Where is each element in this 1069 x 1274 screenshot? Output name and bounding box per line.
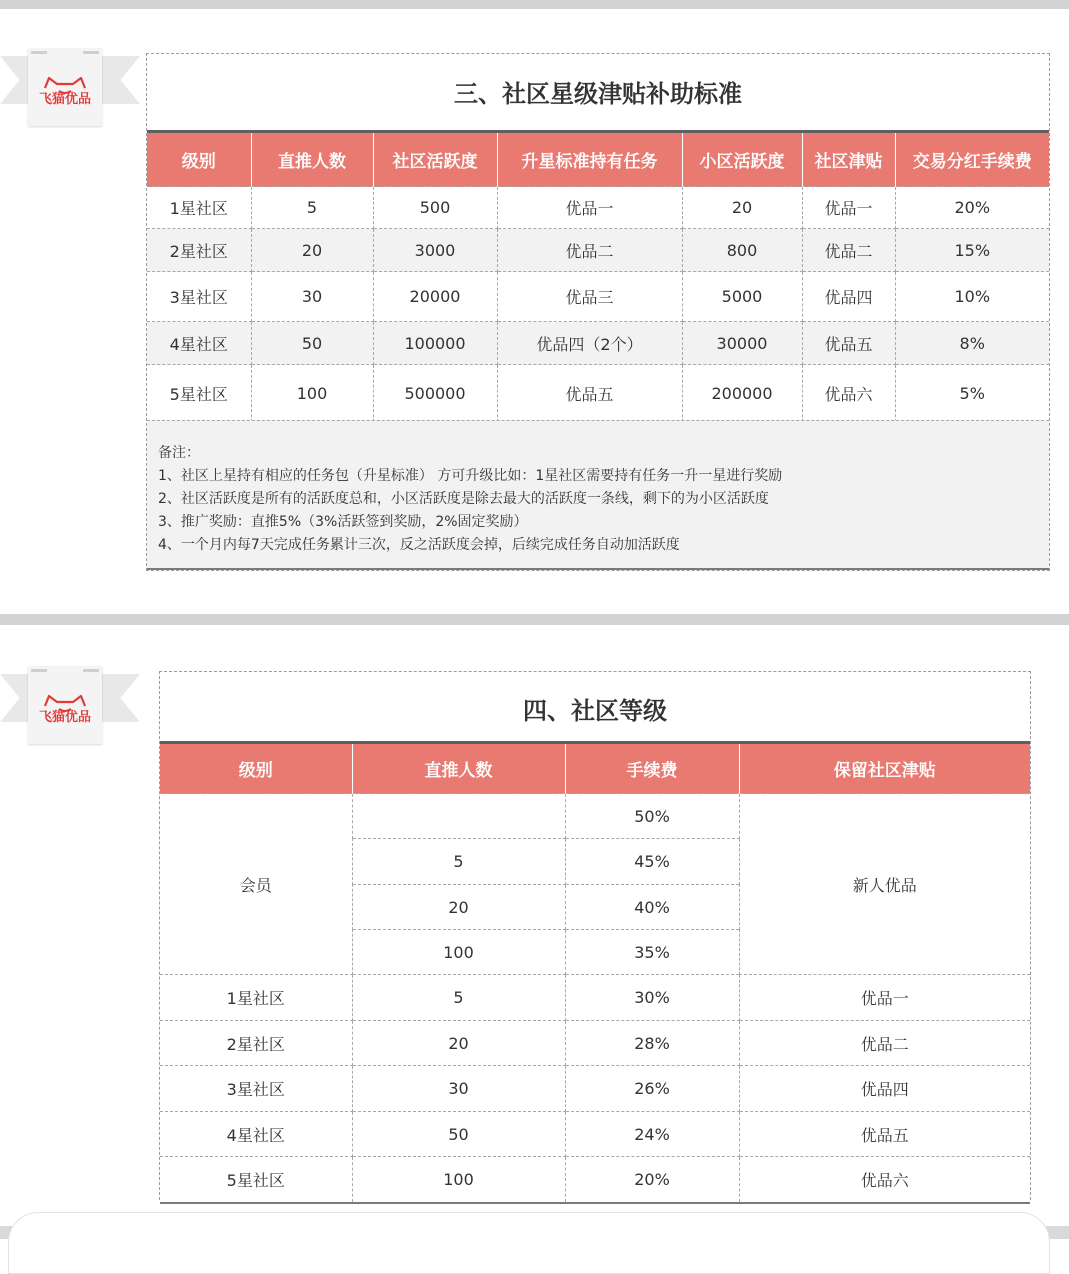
table-row bbox=[160, 794, 1030, 839]
table-cell: 优品一 bbox=[497, 187, 682, 229]
col-header: 级别 bbox=[160, 743, 352, 794]
table-cell: 优品四（2个） bbox=[497, 322, 682, 365]
table-cell: 2星社区 bbox=[147, 229, 251, 272]
section-title: 四、社区等级 bbox=[523, 697, 667, 725]
table-cell: 5星社区 bbox=[147, 365, 251, 422]
table-cell: 8% bbox=[895, 322, 1049, 365]
table-cell: 5% bbox=[895, 365, 1049, 422]
section-divider bbox=[0, 614, 1069, 625]
table-cell: 24% bbox=[565, 1112, 739, 1157]
table-cell: 3星社区 bbox=[160, 1066, 352, 1112]
col-header: 升星标准持有任务 bbox=[497, 132, 682, 187]
table-row bbox=[147, 187, 1049, 229]
table-cell: 5星社区 bbox=[160, 1157, 352, 1203]
table-cell: 优品六 bbox=[802, 365, 895, 422]
table-cell: 优品五 bbox=[802, 322, 895, 365]
logo-text: 飞猫优品 bbox=[38, 92, 91, 107]
table-row bbox=[160, 1112, 1030, 1157]
logo-ribbon bbox=[0, 666, 140, 744]
table-cell: 5 bbox=[251, 187, 373, 229]
table-cell: 5 bbox=[352, 839, 565, 885]
table-cell: 4星社区 bbox=[160, 1112, 352, 1157]
logo-tag bbox=[28, 666, 102, 744]
table-row bbox=[160, 1066, 1030, 1112]
table-cell: 优品四 bbox=[739, 1066, 1030, 1112]
logo-ribbon bbox=[0, 48, 140, 126]
table-cell: 100 bbox=[251, 365, 373, 422]
col-header: 保留社区津贴 bbox=[739, 743, 1030, 794]
table-cell: 优品一 bbox=[739, 975, 1030, 1021]
table-cell: 20 bbox=[682, 187, 802, 229]
top-divider bbox=[0, 0, 1069, 9]
table-row bbox=[147, 229, 1049, 272]
col-header: 手续费 bbox=[565, 743, 739, 794]
community-level-table bbox=[160, 741, 1030, 1204]
note-item: 1、社区上星持有相应的任务包（升星标准） 方可升级比如：1星社区需要持有任务一升一星进行奖励 bbox=[158, 468, 783, 484]
table-cell: 3000 bbox=[373, 229, 497, 272]
col-header: 社区活跃度 bbox=[373, 132, 497, 187]
table-cell: 100000 bbox=[373, 322, 497, 365]
table-cell: 优品二 bbox=[802, 229, 895, 272]
table-cell: 26% bbox=[565, 1066, 739, 1112]
table-cell: 30 bbox=[251, 272, 373, 322]
table-row bbox=[147, 322, 1049, 365]
table-cell: 20% bbox=[565, 1157, 739, 1203]
col-header: 社区津贴 bbox=[802, 132, 895, 187]
table-cell: 优品四 bbox=[802, 272, 895, 322]
table-cell: 35% bbox=[565, 930, 739, 975]
table-cell bbox=[352, 794, 565, 839]
table-row bbox=[160, 1021, 1030, 1066]
table-row bbox=[160, 1157, 1030, 1203]
table-cell: 30000 bbox=[682, 322, 802, 365]
table-cell: 优品三 bbox=[497, 272, 682, 322]
table-cell: 5 bbox=[352, 975, 565, 1021]
table-cell: 优品六 bbox=[739, 1157, 1030, 1203]
note-item: 2、社区活跃度是所有的活跃度总和，小区活跃度是除去最大的活跃度一条线，剩下的为小区活跃度 bbox=[158, 491, 769, 507]
table-cell: 会员 bbox=[160, 794, 352, 975]
col-header: 直推人数 bbox=[251, 132, 373, 187]
table-row bbox=[160, 975, 1030, 1021]
table-cell: 5000 bbox=[682, 272, 802, 322]
subsidy-standard-panel bbox=[146, 53, 1050, 571]
table-cell: 50 bbox=[352, 1112, 565, 1157]
table-cell: 1星社区 bbox=[147, 187, 251, 229]
table-cell: 50 bbox=[251, 322, 373, 365]
table-cell: 优品二 bbox=[739, 1021, 1030, 1066]
community-level-panel bbox=[159, 671, 1031, 1200]
table-cell: 新人优品 bbox=[739, 794, 1030, 975]
table-cell: 4星社区 bbox=[147, 322, 251, 365]
table-cell: 100 bbox=[352, 1157, 565, 1203]
logo-tag bbox=[28, 48, 102, 126]
table-cell: 30% bbox=[565, 975, 739, 1021]
table-cell: 30 bbox=[352, 1066, 565, 1112]
table-cell: 优品五 bbox=[739, 1112, 1030, 1157]
table-row bbox=[147, 272, 1049, 322]
table-row bbox=[147, 365, 1049, 422]
table-cell: 40% bbox=[565, 885, 739, 930]
table-cell: 500000 bbox=[373, 365, 497, 422]
table-cell: 200000 bbox=[682, 365, 802, 422]
col-header: 直推人数 bbox=[352, 743, 565, 794]
col-header: 小区活跃度 bbox=[682, 132, 802, 187]
note-item: 4、一个月内每7天完成任务累计三次，反之活跃度会掉，后续完成任务自动加活跃度 bbox=[158, 537, 680, 553]
table-header-row bbox=[147, 132, 1049, 187]
table-cell: 优品一 bbox=[802, 187, 895, 229]
table-cell: 1星社区 bbox=[160, 975, 352, 1021]
table-cell: 800 bbox=[682, 229, 802, 272]
section-title: 三、社区星级津贴补助标准 bbox=[454, 80, 742, 108]
col-header: 交易分红手续费 bbox=[895, 132, 1049, 187]
table-cell: 20 bbox=[352, 1021, 565, 1066]
logo-text: 飞猫优品 bbox=[38, 710, 91, 725]
col-header: 级别 bbox=[147, 132, 251, 187]
table-cell: 3星社区 bbox=[147, 272, 251, 322]
bottom-card bbox=[8, 1212, 1050, 1274]
table-cell: 28% bbox=[565, 1021, 739, 1066]
table-cell: 2星社区 bbox=[160, 1021, 352, 1066]
table-cell: 20% bbox=[895, 187, 1049, 229]
table-cell: 15% bbox=[895, 229, 1049, 272]
table-cell: 500 bbox=[373, 187, 497, 229]
notes-block bbox=[147, 420, 1049, 570]
subsidy-table bbox=[147, 130, 1049, 422]
table-cell: 50% bbox=[565, 794, 739, 839]
table-cell: 20 bbox=[251, 229, 373, 272]
table-cell: 100 bbox=[352, 930, 565, 975]
table-cell: 10% bbox=[895, 272, 1049, 322]
notes-heading: 备注： bbox=[158, 445, 200, 461]
table-cell: 20 bbox=[352, 885, 565, 930]
table-header-row bbox=[160, 743, 1030, 794]
table-cell: 45% bbox=[565, 839, 739, 885]
table-cell: 优品五 bbox=[497, 365, 682, 422]
table-cell: 优品二 bbox=[497, 229, 682, 272]
note-item: 3、推广奖励：直推5%（3%活跃签到奖励，2%固定奖励） bbox=[158, 514, 528, 530]
table-cell: 20000 bbox=[373, 272, 497, 322]
